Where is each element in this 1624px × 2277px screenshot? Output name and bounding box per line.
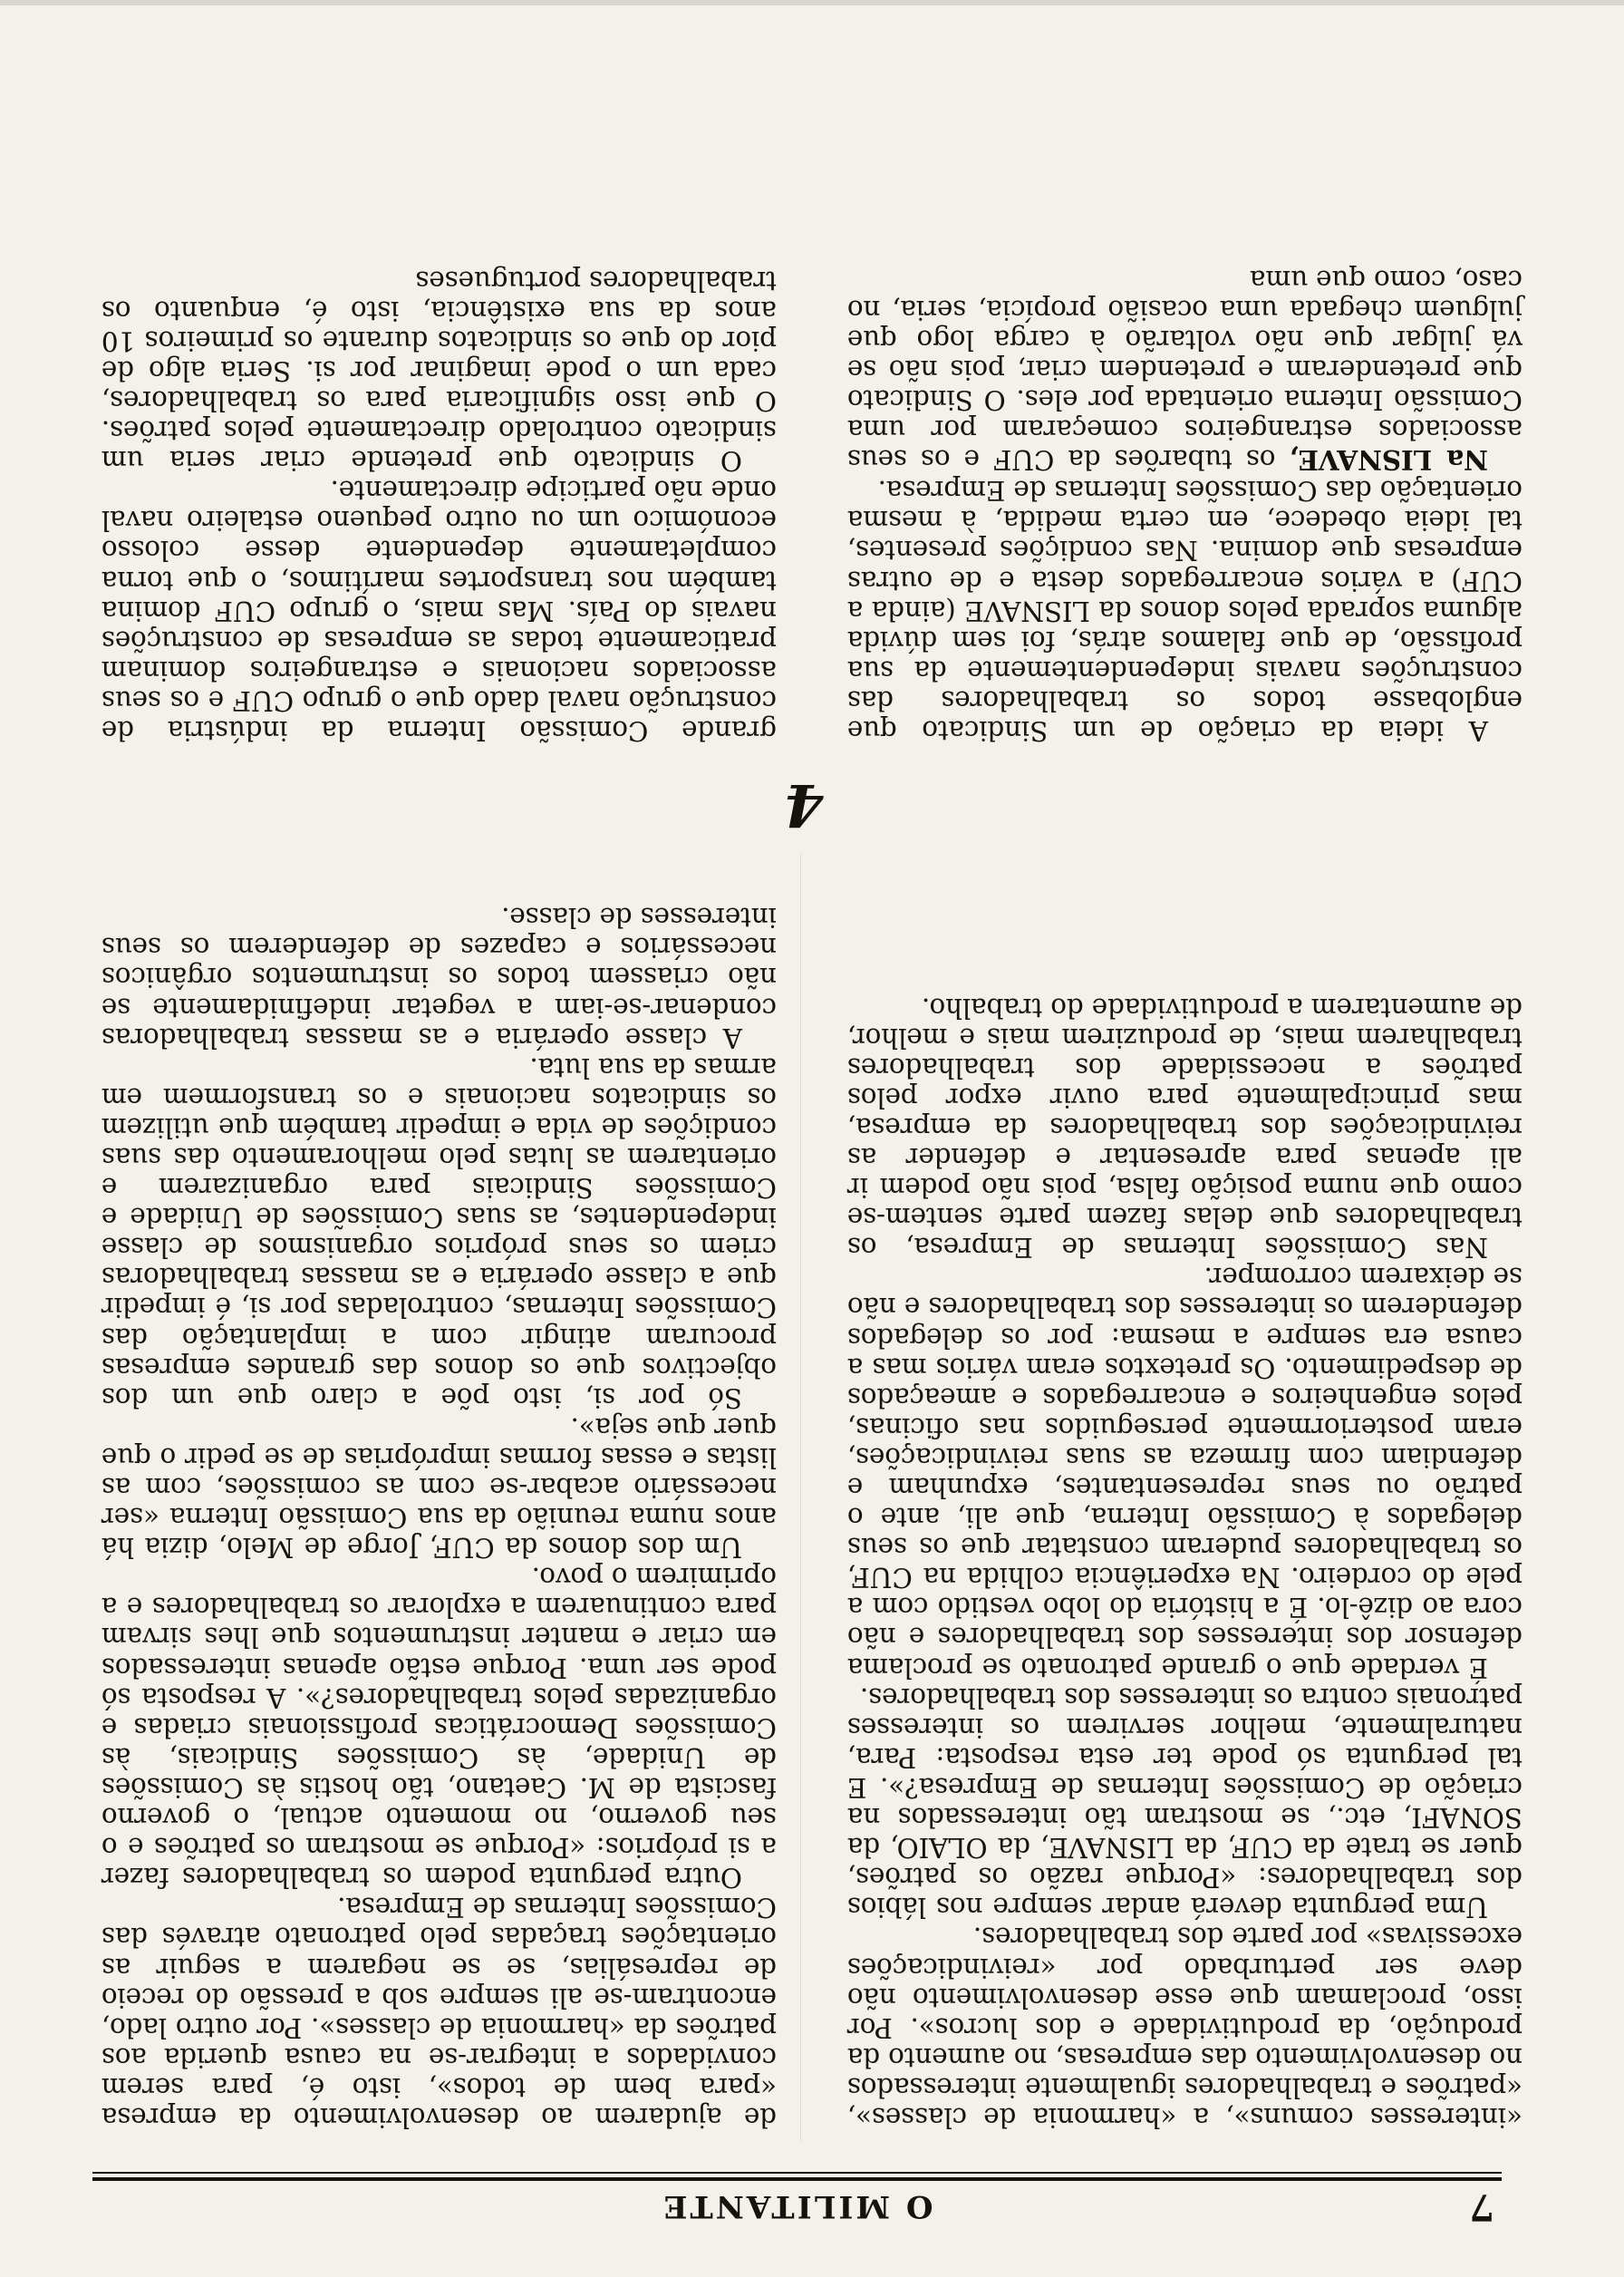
page-edge [0,0,1624,5]
paragraph: A ideia da criação de um Sindicato que englobasse todos os trabalhadores das construções navais independentemente da sua profissão, de que falamos atrás, foi sem dúvida alguma soprada pelos donos da LISNAVE (ainda a CUF) a vários encarregados desta e de outras empresas que domina. Nas condições presentes, tal ideia obedece, em certa medida, à mesma orientação das Comissões Internas de Empresa. [847,475,1522,746]
paragraph: Uma pergunta deverá andar sempre nos lábios dos trabalhadores: «Porque razão os patrões, quer se trate da CUF, da LISNAVE, da OLAIO, da SONAFI, etc., se mostram tão interessados na criação de Comissões Internas de Empresa?». E tal pergunta só pode ter esta resposta: Para, naturalmente, melhor servirem os interesses patronais contra os interesses dos trabalhadores. [847,1681,1522,1923]
column-right-top [102,902,777,2132]
paragraph: «interesses comuns», a «harmonia de classes», «patrões e trabalhadores igualmente interessados no desenvolvimento das empresas, no aumento da produção, da produtividade e dos lucros». Por isso, proclamam que esse desenvolvimento não deve ser perturbado por «reivindicações excessivas» por parte dos trabalhadores. [847,1922,1522,2133]
paragraph: Outra pergunta podem os trabalhadores fazer a si próprios: «Porque se mostram os patrões e o seu governo, no momento actual, o governo fascista de M. Caetano, tão hostis às Comissões de Unidade, às Comissões Sindicais, às Comissões Democráticas profissionais criadas e organizadas pelos trabalhadores?». A resposta só pode ser uma. Porque estão apenas interessados em criar e manter instrumentos que lhes sirvam para continuarem a explorar os trabalhadores e a oprimirem o povo. [102,1562,777,1894]
section-marker: 4 [783,770,825,838]
column-right-bottom [102,266,777,746]
header-rule-thin [92,2172,1502,2174]
paragraph: O sindicato que pretende criar seria um sindicato controlado directamente pelos patrões. O que isso significaria para os trabalhadores, cada um o pode imaginar por si. Seria algo de pior do que os sindicatos durante os primeiros 10 anos da sua existência, isto é, enquanto os trabalhadores portugueses [102,265,777,477]
paragraph: Só por si, isto põe a claro que um dos objectivos que os donos das grandes empresas procuram atingir com a implantação das Comissões Internas, controladas por si, é impedir que a classe operária e as massas trabalhadoras criem os seus próprios organismos de classe independentes, as suas Comissões de Unidade e Comissões Sindicais para organizarem e orientarem as lutas pelo melhoramento das suas condições de vida e impedir também que utilizem os sindicatos nacionais e os transformem em armas da sua luta. [102,1051,777,1413]
bold-lead: Na LISNAVE, [1289,444,1488,477]
paragraph [847,265,1522,476]
page-number: 7 [1469,2185,1494,2228]
paragraph-text: os tubarões da CUF e os seus associados estrangeiros começaram por uma Comissão Interna orientada por eles. O Sindicato que pretenderam e pretendem criar, pois não se vá julgar que não voltarão à carga logo que julguem chegada uma ocasião propícia, seria, no caso, como que uma [847,264,1522,476]
header-rule [92,2177,1502,2181]
paragraph: É verdade que o grande patronato se proclama defensor dos interesses dos trabalhadores e não cora ao dizê-lo. É a história do lobo vestido com a pele do cordeiro. Na experiência colhida na CUF, os trabalhadores puderam constatar que os seus delegados à Comissão Interna, que ali, ante o patrão ou seus representantes, expunham e defendiam com firmeza as suas reivindicações, eram posteriormente perseguidos nas oficinas, pelos engenheiros e encarregados e ameaçados de despedimento. Os pretextos eram vários mas a causa era sempre a mesma: por os delegados defenderem os interesses dos trabalhadores e não se deixarem corromper. [847,1262,1522,1683]
paragraph: grande Comissão Interna da indústria de construção naval dado que o grupo CUF e os seus associados nacionais e estrangeiros dominam praticamente todas as empresas de construções navais do País. Mas mais, o grupo CUF domina também nos transportes marítimos, o que torna completamente dependente desse colosso económico um ou outro pequeno estaleiro naval onde não participe directamente. [102,475,777,746]
page-header [92,2156,1502,2237]
column-left-bottom [847,265,1522,746]
paragraph: de ajudarem ao desenvolvimento da empresa «para bem de todos», isto é, para serem convidados a integrar-se na causa querida aos patrões da «harmonia de classes». Por outro lado, encontram-se ali sempre sob a pressão do receio de represálias, se se negarem a seguir as orientações traçadas pelo patronato através das Comissões Internas de Empresa. [102,1892,777,2133]
paragraph: Um dos donos da CUF, Jorge de Melo, dizia há anos numa reunião da sua Comissão Interna «ser necessário acabar-se com as comissões, com as listas e essas formas impróprias de se pedir o que quer que seja». [102,1411,777,1564]
paragraph: A classe operária e as massas trabalhadoras condenar-se-iam a vegetar indefinidamente se não criassem todos os instrumentos orgânicos necessários e capazes de defenderem os seus interesses de classe. [102,902,777,1053]
paragraph: Nas Comissões Internas de Empresa, os trabalhadores que delas fazem parte sentem-se como que numa posição falsa, pois não podem ir ali apenas para apresentar e defender as reivindicações dos trabalhadores da empresa, mas principalmente para ouvir expor pelos patrões a necessidade dos trabalhadores trabalharem mais, de produzirem mais e melhor, de aumentarem a produtividade do trabalho. [847,992,1522,1264]
column-gutter [800,854,801,2141]
newspaper-title: O MILITANTE [661,2188,933,2224]
column-left-top [847,992,1522,2132]
